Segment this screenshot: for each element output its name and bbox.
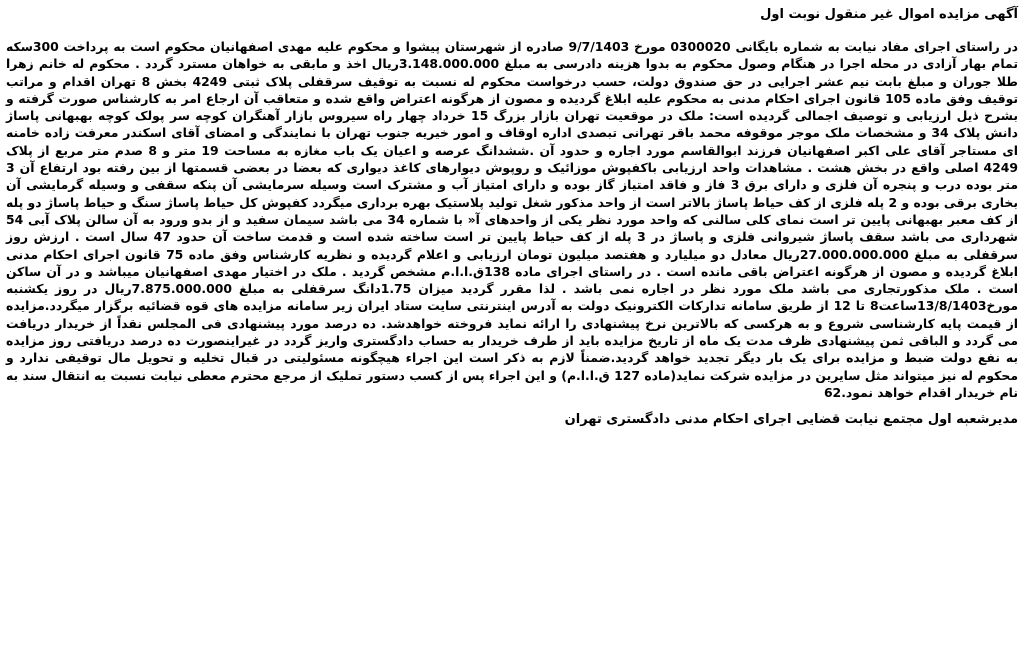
- notice-title: آگهی مزایده اموال غیر منقول نوبت اول: [760, 7, 1018, 22]
- notice-body: در راستای اجرای مفاد نیابت به شماره بایگانی 0300020 مورخ 9/7/1403 صادره از شهرستان پیشوا و محکوم علیه مهدی اصفهانیان محکوم است به پرداخت 300سکه تمام بهار آزادی در محله اجرا در هنگام وصول محکوم به بدوا هزینه دادرسی به مبلغ 3.148.000.000ریال اخذ و مابقی به خواهان مسترد گردد . محکوم له خانم زهرا طلا جوران و مبلغ بابت نیم عشر اجرایی در حق صندوق دولت، حسب درخواست محکوم له نسبت به توقیف سرقفلی پلاک ثبتی 4249 بخش 8 تهران اقدام و مراتب توقیف وفق ماده 105 قانون اجرای احکام مدنی به محکوم علیه ابلاغ گردیده و مصون از هرگونه اعتراض واقع شده و متعاقب آن ارجاع امر به کارشناس صورت گرفته و بشرح ذیل ارزیابی و توصیف اجمالی گردیده است: ملک در موقعیت تهران بازار بزرگ 15 خرداد چهار راه سیروس بازار آهنگران کوچه سر پولک کوچه بهبهانی پاساژ دانش پلاک 34 و مشخصات ملک موجر موقوفه محمد باقر تهرانی تبصدی اداره اوقاف و امور خیریه جنوب تهران با نمایندگی و امضای آقای اسکندر معرفت زاده خامنه ای مستاجر آقای علی اکبر اصفهانیان فرزند ابوالقاسم مورد اجاره و حدود آن .ششدانگ عرصه و اعیان یک باب مغازه به مساحت 19 متر و 8 صدم متر مربع از پلاک 4249 اصلی واقع در بخش هشت . مشاهدات واحد ارزیابی باکفپوش موزائیک و روپوش دیوارهای کاغذ دیواری که بعضا در بعضی قسمتها از بین رفته بود ارتفاع آن 3 متر بوده درب و پنجره آن فلزی و دارای برق 3 فاز و فاقد امتیاز گاز بوده و دارای امتیاز آب و مشترک است وسیله سرمایشی آن پنکه سقفی و وسیله گرمایشی آن بخاری برقی بوده و 2 پله فلزی از کف حیاط پاساژ بالاتر است از واحد مذکور شغل تولید پلاستیک بهره برداری میگردد کفپوش کل حیاط پاساژ سنگ و حیاط پاساژ دو پله از کف معبر بهبهانی پایین تر است نمای کلی سالنی که واحد مورد نظر یکی از واحدهای آ« با شماره 34 می باشد سیمان سفید و از بدو ورود به آن سالن پلاک آبی 54 شهرداری می باشد سقف پاساژ شیروانی فلزی و پاساژ در 3 پله از کف حیاط پایین تر است ساخته شده است و قدمت ساخت آن حدود 47 سال است . ارزش روز سرقفلی به مبلغ 27.000.000.000ریال معادل دو میلیارد و هفتصد میلیون تومان ارزیابی و اعلام گردیده و نظریه کارشناس وفق ماده 75 قانون اجرای احکام مدنی ابلاغ گردیده و مصون از هرگونه اعتراض باقی مانده است . در راستای اجرای ماده 138ق.ا.ا.م مشخص گردید . ملک در اختیار مهدی اصفهانیان میباشد و در آن ساکن است . ملک مذکورتجاری می باشد ملک مورد نظر در اجاره نمی باشد . لذا مقرر گردید میزان 1.75دانگ سرقفلی به مبلغ 7.875.000.000ریال در روز یکشنبه مورخ13/8/1403ساعت8 تا 12 از طریق سامانه تدارکات الکترونیک دولت به آدرس اینترنتی سایت ستاد ایران زیر سامانه مزایده های قوه قضائیه برگزار میگردد.مزایده از قیمت پایه کارشناسی شروع و به هرکسی که بالاترین نرخ پیشنهادی را ارائه نماید فروخته خواهدشد. ده درصد مورد پیشنهادی فی المجلس نقداً از خریدار دریافت می گردد و الباقی ثمن پیشنهادی ظرف مدت یک ماه از تاریخ مزایده باید از طرف خریدار به حساب دادگستری واریز گردد در غیراینصورت ده درصد دریافتی روز مزایده به نفع دولت ضبط و مزایده برای یک بار دیگر تجدید خواهد گردید.ضمناً لازم به ذکر است این اجراء هیچگونه مسئولیتی در قبال تخلیه و تحویل مال توقیفی ندارد و محکوم له نیز میتواند مثل سایرین در مزایده شرکت نماید(ماده 127 ق.ا.ا.م) و این اجراء پس از کسب دستور تملیک از مرجع محترم معطی نیابت نسبت به انتقال سند به نام خریدار اقدام خواهد نمود.62: [6, 39, 1019, 400]
- notice-signature: مدیرشعبه اول مجتمع نیابت قضایی اجرای احکام مدنی دادگستری تهران: [564, 412, 1018, 428]
